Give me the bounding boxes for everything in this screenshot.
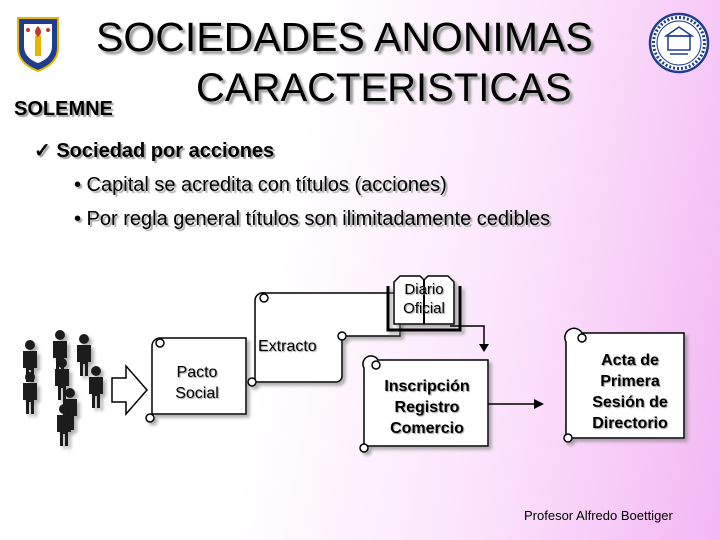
pacto-line: Pacto bbox=[176, 364, 218, 381]
comercio-line: Comercio bbox=[390, 420, 464, 437]
diario-oficial-label bbox=[394, 280, 454, 318]
diario-line: Diario bbox=[404, 281, 444, 298]
inscripcion-label bbox=[372, 376, 482, 439]
extracto-label: Extracto bbox=[258, 338, 317, 355]
registro-line: Registro bbox=[394, 399, 460, 416]
people-group-icon bbox=[23, 330, 103, 446]
acta-line-3: Sesión de bbox=[592, 394, 668, 411]
bullet-item: • Por regla general títulos son ilimitadamente cedibles bbox=[74, 208, 551, 230]
slide-subtitle: CARACTERISTICAS bbox=[196, 66, 572, 110]
author-credit: Profesor Alfredo Boettiger bbox=[524, 508, 673, 523]
acta-label bbox=[576, 350, 684, 434]
slide-title: SOCIEDADES ANONIMAS bbox=[96, 14, 593, 60]
right-arrow-icon bbox=[112, 366, 147, 414]
pacto-social-label bbox=[160, 362, 234, 404]
acta-line-1: Acta de bbox=[601, 352, 659, 369]
acta-line-4: Directorio bbox=[592, 415, 668, 432]
bullet-item: • Capital se acredita con títulos (acciones) bbox=[74, 174, 447, 196]
check-item-text: Sociedad por acciones bbox=[56, 140, 275, 162]
oficial-line: Oficial bbox=[403, 300, 445, 317]
acta-line-2: Primera bbox=[600, 373, 660, 390]
social-line: Social bbox=[175, 385, 219, 402]
section-label: SOLEMNE bbox=[14, 98, 113, 120]
inscripcion-line: Inscripción bbox=[384, 378, 470, 395]
checkmark-icon: ✓ bbox=[34, 140, 51, 162]
